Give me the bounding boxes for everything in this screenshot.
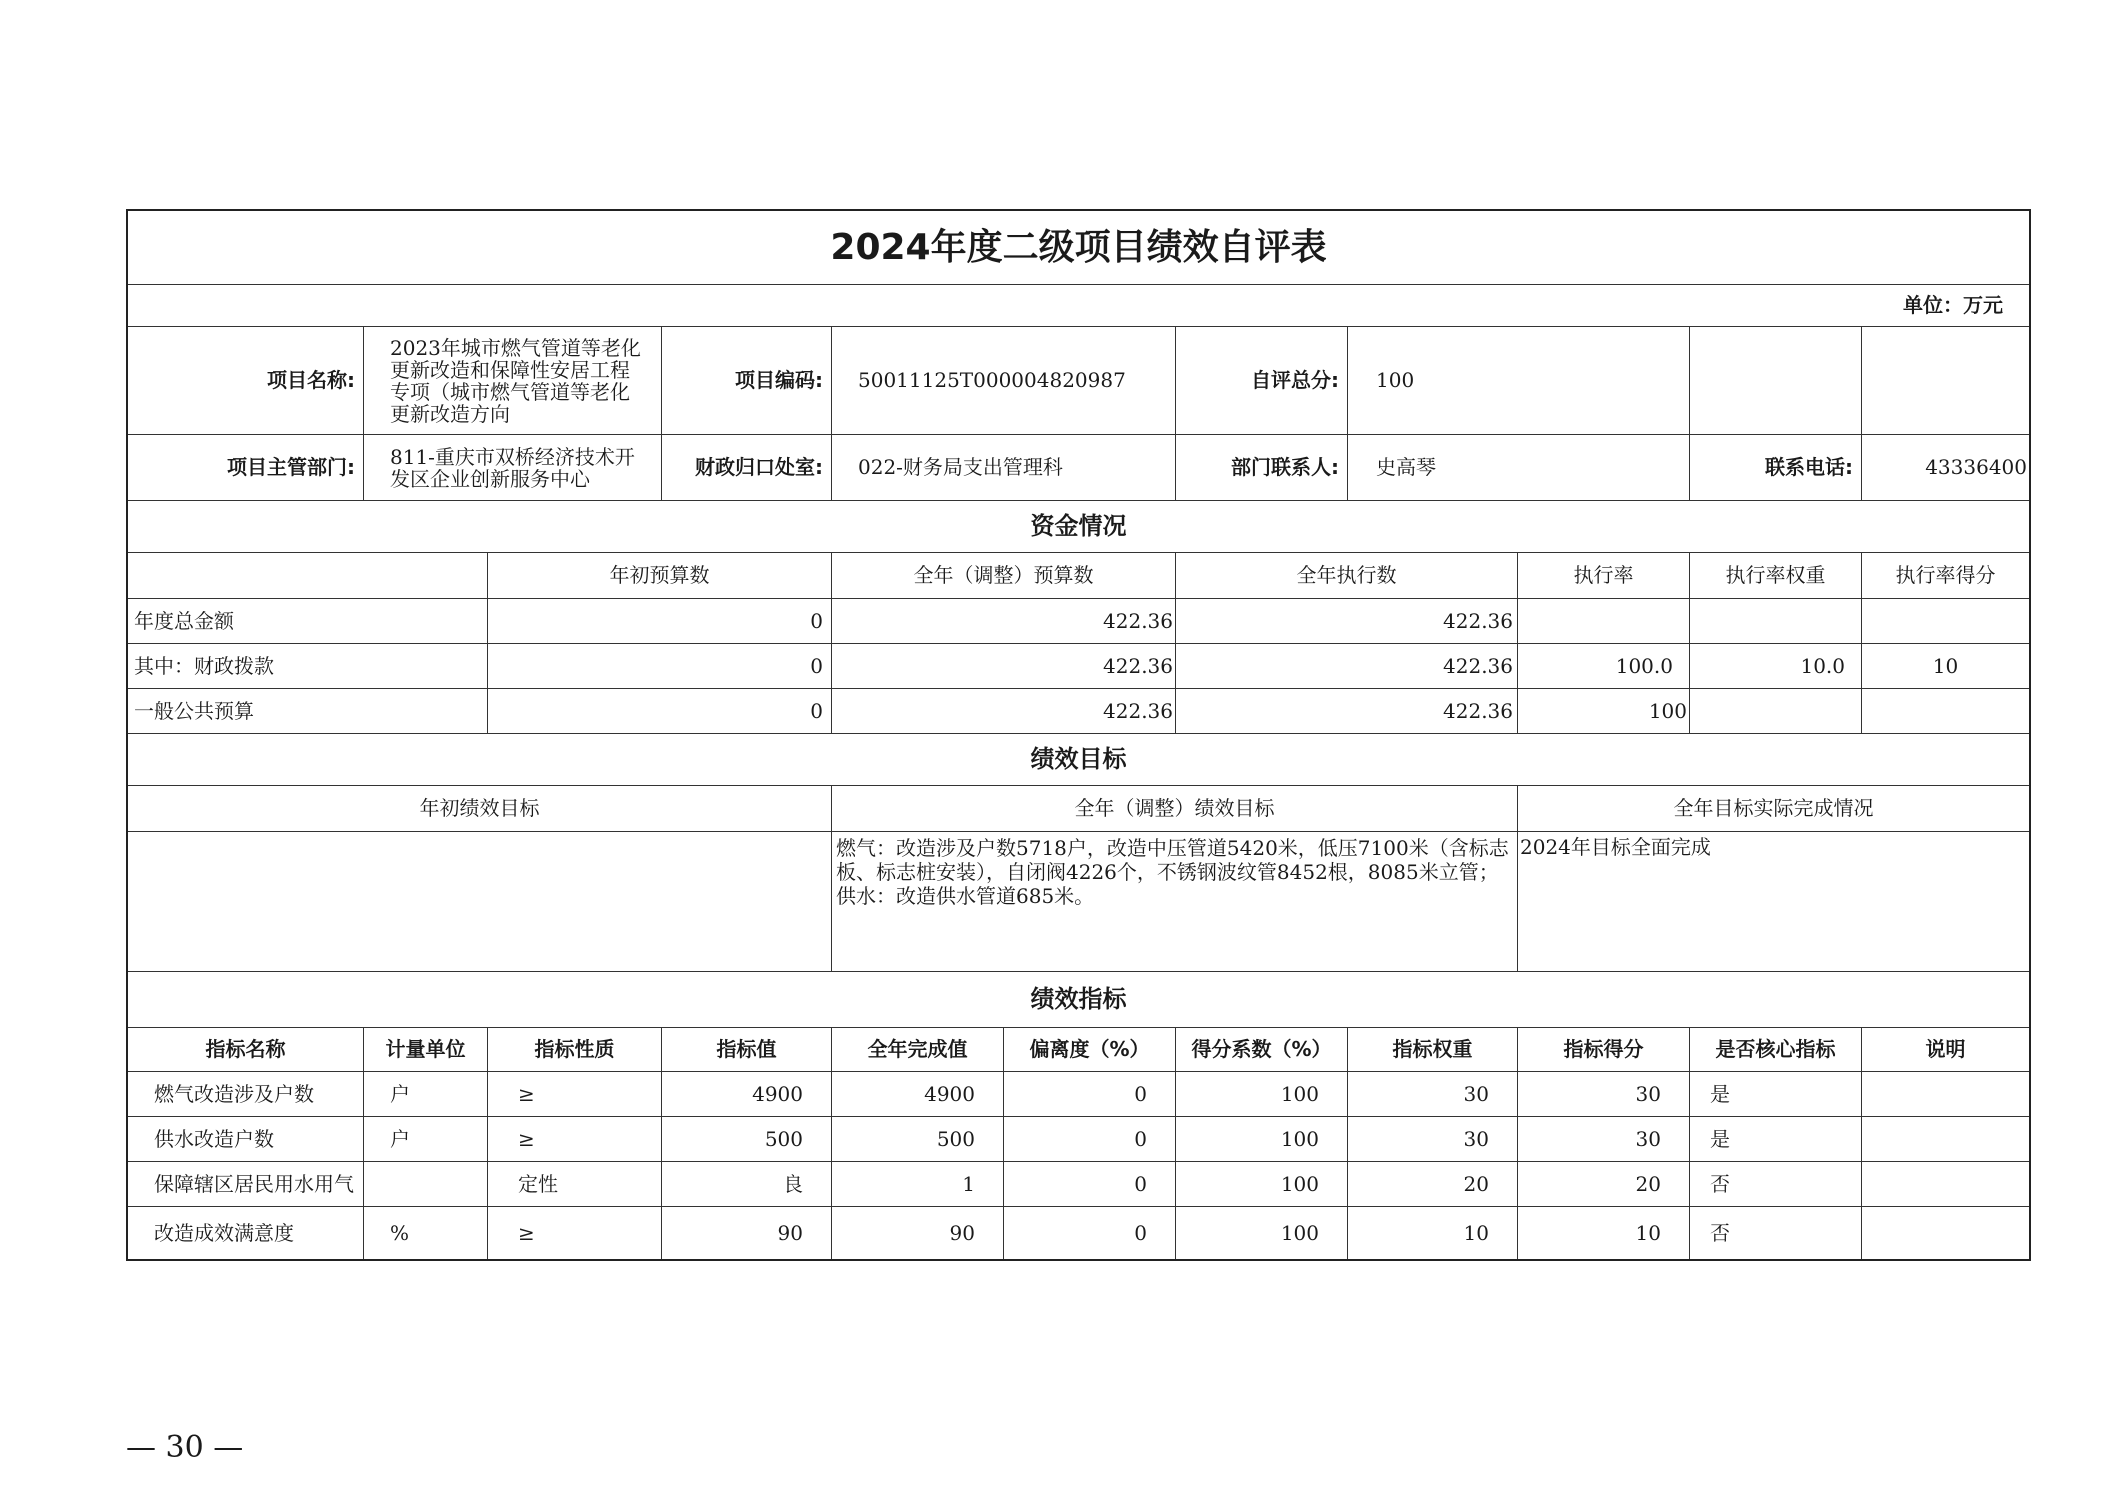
self-score-value: 100 — [1348, 327, 1690, 435]
unit-label: 单位：万元 — [128, 285, 2029, 327]
ind-weight: 30 — [1348, 1117, 1518, 1162]
phone-value: 43336400 — [1862, 435, 2029, 501]
ind-name: 改造成效满意度 — [128, 1207, 364, 1259]
funds-row-score: 10 — [1862, 644, 2029, 689]
funds-header-score: 执行率得分 — [1862, 553, 2029, 599]
indicators-section-title: 绩效指标 — [128, 972, 2029, 1028]
office-label: 财政归口处室: — [662, 435, 832, 501]
funds-row-rate: 100 — [1518, 689, 1690, 734]
ind-target: 500 — [662, 1117, 832, 1162]
goals-header-initial: 年初绩效目标 — [128, 786, 832, 832]
ind-target: 90 — [662, 1207, 832, 1259]
ind-nature: ≥ — [488, 1117, 662, 1162]
ind-unit: % — [364, 1207, 488, 1259]
ind-done: 1 — [832, 1162, 1004, 1207]
funds-row-initial: 0 — [488, 644, 832, 689]
ind-header: 指标名称 — [128, 1028, 364, 1072]
funds-row-executed: 422.36 — [1176, 644, 1518, 689]
dept-value: 811-重庆市双桥经济技术开发区企业创新服务中心 — [364, 435, 662, 501]
ind-coefficient: 100 — [1176, 1117, 1348, 1162]
ind-unit: 户 — [364, 1072, 488, 1117]
ind-deviation: 0 — [1004, 1072, 1176, 1117]
goals-initial-value — [128, 832, 832, 972]
funds-row-score — [1862, 599, 2029, 644]
ind-core: 否 — [1690, 1162, 1862, 1207]
ind-coefficient: 100 — [1176, 1162, 1348, 1207]
funds-row-adjusted: 422.36 — [832, 689, 1176, 734]
funds-row-score — [1862, 689, 2029, 734]
project-name-value: 2023年城市燃气管道等老化更新改造和保障性安居工程专项（城市燃气管道等老化更新改造方向 — [364, 327, 662, 435]
ind-coefficient: 100 — [1176, 1072, 1348, 1117]
funds-row-adjusted: 422.36 — [832, 644, 1176, 689]
ind-weight: 30 — [1348, 1072, 1518, 1117]
ind-nature: ≥ — [488, 1072, 662, 1117]
ind-header: 指标权重 — [1348, 1028, 1518, 1072]
ind-header: 全年完成值 — [832, 1028, 1004, 1072]
goals-header-adjusted: 全年（调整）绩效目标 — [832, 786, 1518, 832]
ind-header: 指标性质 — [488, 1028, 662, 1072]
ind-note — [1862, 1072, 2029, 1117]
funds-row-weight — [1690, 689, 1862, 734]
ind-header: 计量单位 — [364, 1028, 488, 1072]
funds-header-rate: 执行率 — [1518, 553, 1690, 599]
funds-section-title: 资金情况 — [128, 501, 2029, 553]
ind-score: 30 — [1518, 1117, 1690, 1162]
funds-row-initial: 0 — [488, 689, 832, 734]
ind-nature: ≥ — [488, 1207, 662, 1259]
ind-header: 指标得分 — [1518, 1028, 1690, 1072]
blank-cell — [1690, 327, 1862, 435]
funds-row-weight: 10.0 — [1690, 644, 1862, 689]
ind-coefficient: 100 — [1176, 1207, 1348, 1259]
ind-score: 30 — [1518, 1072, 1690, 1117]
self-score-label: 自评总分: — [1176, 327, 1348, 435]
ind-deviation: 0 — [1004, 1207, 1176, 1259]
funds-row-executed: 422.36 — [1176, 599, 1518, 644]
ind-target: 良 — [662, 1162, 832, 1207]
ind-score: 10 — [1518, 1207, 1690, 1259]
project-code-label: 项目编码: — [662, 327, 832, 435]
ind-nature: 定性 — [488, 1162, 662, 1207]
funds-row-executed: 422.36 — [1176, 689, 1518, 734]
funds-header-adjusted: 全年（调整）预算数 — [832, 553, 1176, 599]
ind-name: 供水改造户数 — [128, 1117, 364, 1162]
ind-header: 得分系数（%） — [1176, 1028, 1348, 1072]
ind-deviation: 0 — [1004, 1117, 1176, 1162]
funds-row-rate: 100.0 — [1518, 644, 1690, 689]
ind-target: 4900 — [662, 1072, 832, 1117]
ind-note — [1862, 1207, 2029, 1259]
funds-row-initial: 0 — [488, 599, 832, 644]
contact-value: 史高琴 — [1348, 435, 1690, 501]
ind-core: 是 — [1690, 1072, 1862, 1117]
funds-row-adjusted: 422.36 — [832, 599, 1176, 644]
goals-section-title: 绩效目标 — [128, 734, 2029, 786]
phone-label: 联系电话: — [1690, 435, 1862, 501]
funds-row-name: 一般公共预算 — [128, 689, 488, 734]
ind-note — [1862, 1117, 2029, 1162]
form-title: 2024年度二级项目绩效自评表 — [128, 211, 2029, 285]
ind-deviation: 0 — [1004, 1162, 1176, 1207]
project-code-value: 50011125T000004820987 — [832, 327, 1176, 435]
ind-weight: 20 — [1348, 1162, 1518, 1207]
funds-row-rate — [1518, 599, 1690, 644]
ind-header: 指标值 — [662, 1028, 832, 1072]
ind-name: 保障辖区居民用水用气 — [128, 1162, 364, 1207]
goals-adjusted-value: 燃气：改造涉及户数5718户，改造中压管道5420米，低压7100米（含标志板、标志桩安装），自闭阀4226个，不锈钢波纹管8452根，8085米立管；供水：改造供水管道685米。 — [832, 832, 1518, 972]
ind-note — [1862, 1162, 2029, 1207]
funds-header-executed: 全年执行数 — [1176, 553, 1518, 599]
ind-name: 燃气改造涉及户数 — [128, 1072, 364, 1117]
ind-score: 20 — [1518, 1162, 1690, 1207]
blank-cell — [1862, 327, 2029, 435]
ind-header: 是否核心指标 — [1690, 1028, 1862, 1072]
funds-row-weight — [1690, 599, 1862, 644]
goals-header-actual: 全年目标实际完成情况 — [1518, 786, 2029, 832]
ind-done: 500 — [832, 1117, 1004, 1162]
ind-weight: 10 — [1348, 1207, 1518, 1259]
ind-done: 4900 — [832, 1072, 1004, 1117]
funds-header-weight: 执行率权重 — [1690, 553, 1862, 599]
ind-header: 偏离度（%） — [1004, 1028, 1176, 1072]
evaluation-form — [126, 209, 2031, 1261]
goals-actual-value: 2024年目标全面完成 — [1518, 832, 2029, 972]
ind-done: 90 — [832, 1207, 1004, 1259]
funds-header-initial: 年初预算数 — [488, 553, 832, 599]
project-name-label: 项目名称: — [128, 327, 364, 435]
funds-row-name: 其中：财政拨款 — [128, 644, 488, 689]
office-value: 022-财务局支出管理科 — [832, 435, 1176, 501]
ind-core: 是 — [1690, 1117, 1862, 1162]
ind-unit — [364, 1162, 488, 1207]
ind-header: 说明 — [1862, 1028, 2029, 1072]
contact-label: 部门联系人: — [1176, 435, 1348, 501]
ind-core: 否 — [1690, 1207, 1862, 1259]
ind-unit: 户 — [364, 1117, 488, 1162]
funds-row-name: 年度总金额 — [128, 599, 488, 644]
page-number: — 30 — — [126, 1430, 244, 1465]
funds-header-blank — [128, 553, 488, 599]
dept-label: 项目主管部门: — [128, 435, 364, 501]
